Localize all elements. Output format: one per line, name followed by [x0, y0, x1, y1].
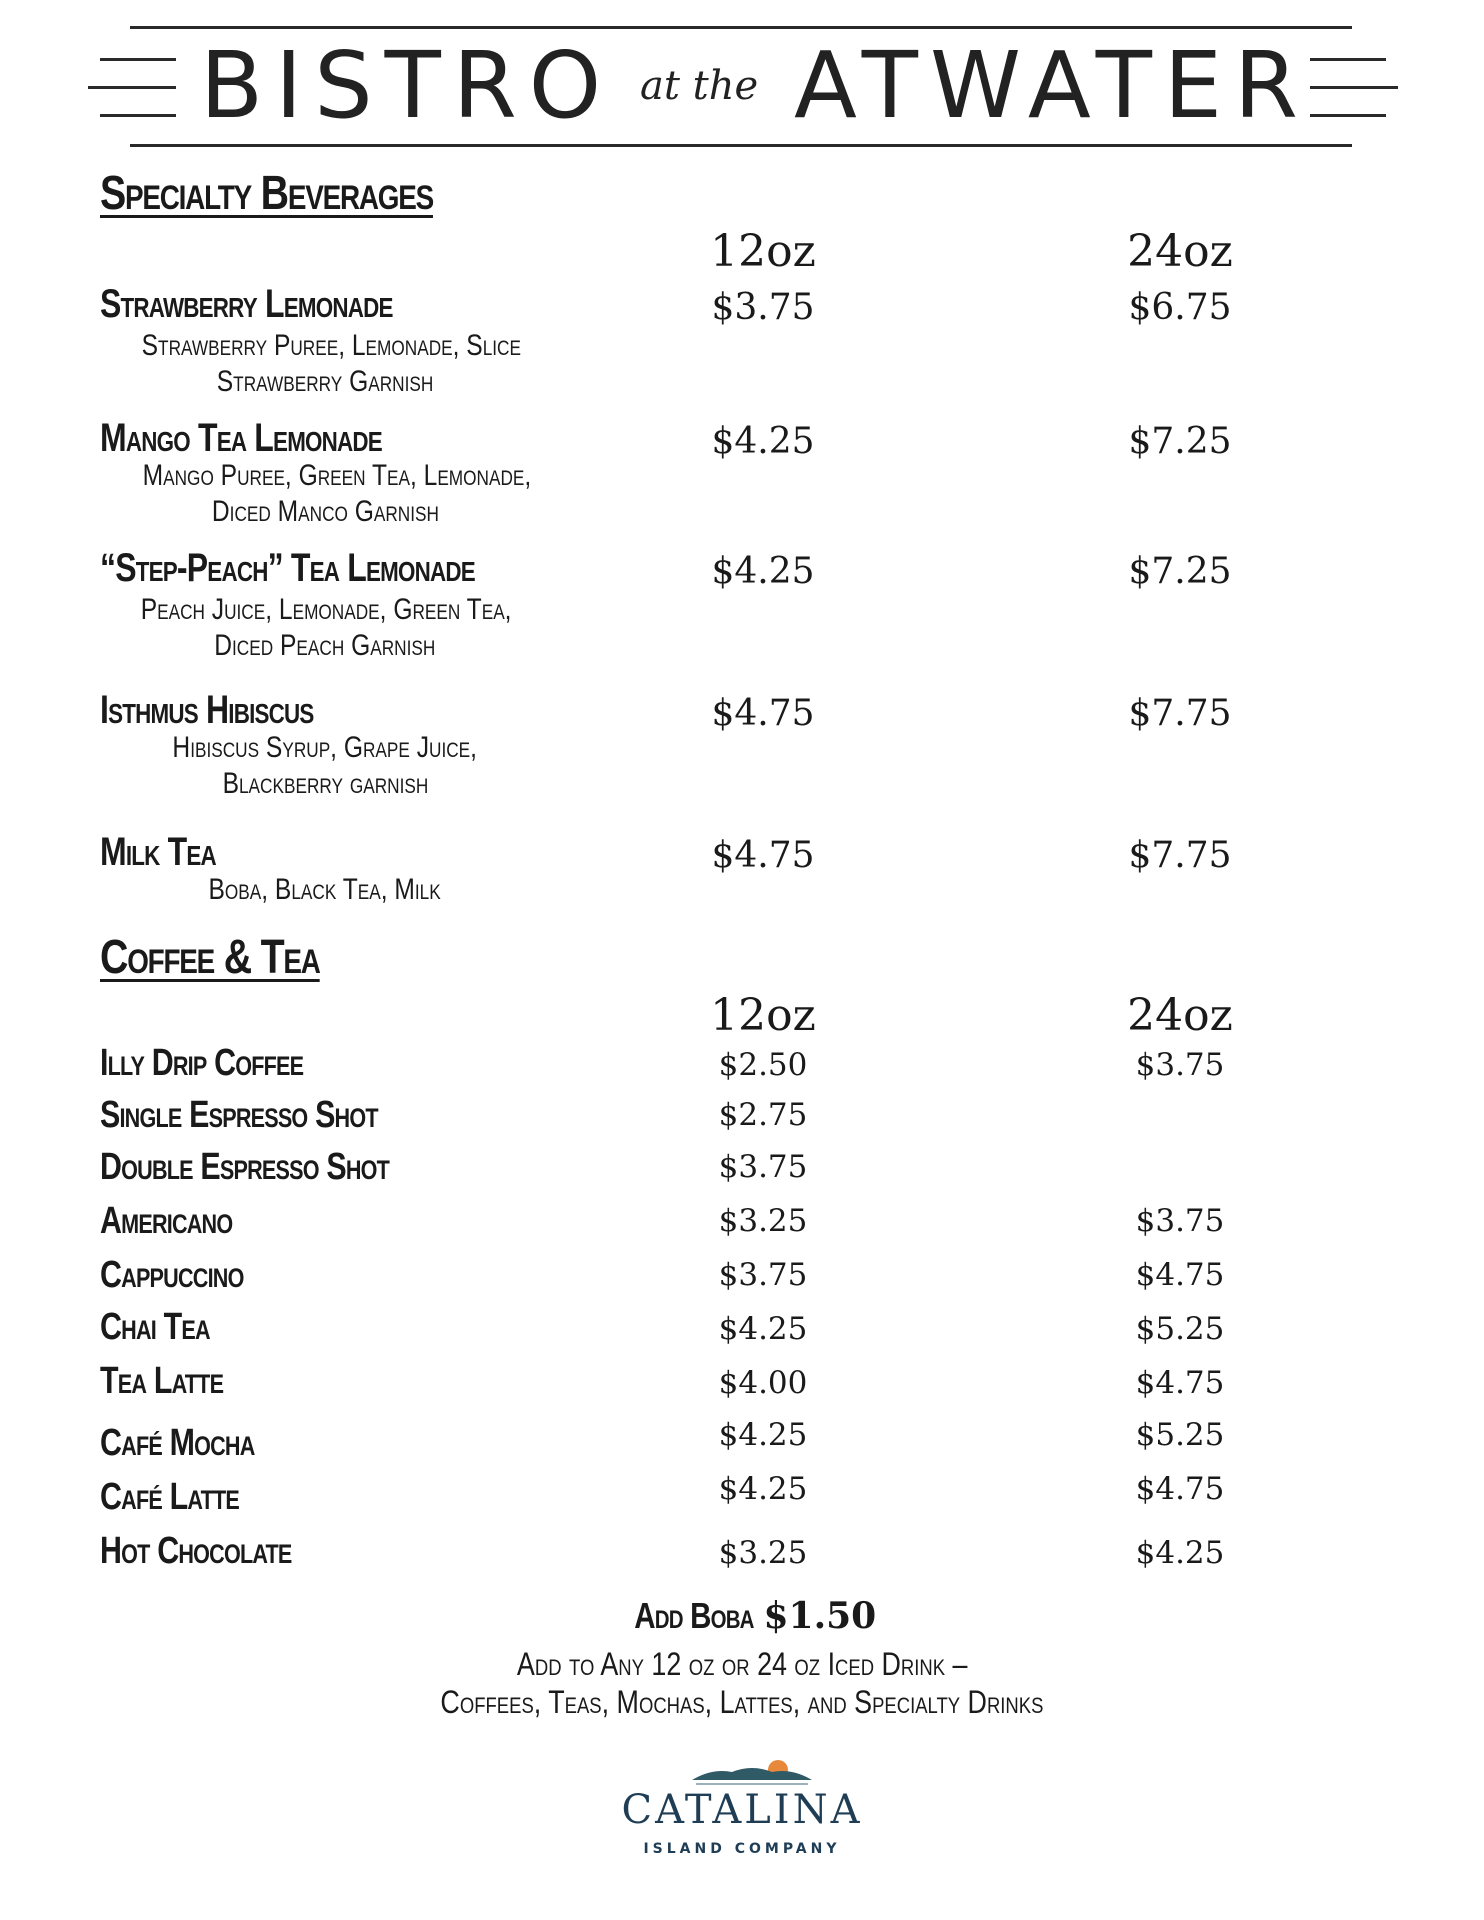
specialty-heading: Specialty Beverages: [100, 167, 433, 220]
item-description: [100, 730, 550, 802]
title-at-the: at the: [640, 63, 759, 109]
header-left-line-2: [88, 86, 176, 89]
note-text: Add to Any 12 oz or 24 oz Iced Drink –: [516, 1646, 968, 1682]
price-24oz: $5.25: [1135, 1311, 1225, 1347]
price-24oz: $4.75: [1135, 1257, 1225, 1293]
price-24oz: $4.75: [1135, 1365, 1225, 1401]
price-12oz: $4.25: [718, 1311, 808, 1347]
header-left-line-1: [100, 58, 176, 61]
price-12oz: $4.25: [718, 1417, 808, 1453]
title-atwater: ATWATER: [794, 32, 1310, 139]
add-boba-label: Add Boba: [634, 1595, 754, 1636]
price-12oz: $4.25: [711, 551, 815, 592]
item-isthmus-hibiscus: Isthmus Hibiscus: [100, 688, 314, 732]
item-chai-tea: Chai Tea: [100, 1306, 210, 1348]
header-right-line-2: [1310, 86, 1398, 89]
title-bistro: BISTRO: [200, 32, 614, 139]
item-cafe-latte: Café Latte: [100, 1476, 239, 1518]
header-top-rule: [130, 26, 1352, 29]
price-12oz: $4.25: [718, 1471, 808, 1507]
desc-line: Boba, Black Tea, Milk: [208, 873, 442, 906]
price-12oz: $3.75: [711, 287, 815, 328]
add-boba-line: [0, 1596, 1484, 1636]
price-24oz: $7.75: [1128, 693, 1232, 734]
price-12oz: $2.50: [718, 1047, 808, 1083]
island-sunset-icon: [692, 1750, 812, 1790]
item-americano: Americano: [100, 1200, 233, 1242]
item-cafe-mocha: Café Mocha: [100, 1422, 255, 1464]
add-boba-price: $1.50: [763, 1595, 877, 1637]
price-24oz: $5.25: [1135, 1417, 1225, 1453]
price-24oz: $4.25: [1135, 1535, 1225, 1571]
desc-line: Diced Peach Garnish: [214, 629, 436, 662]
specialty-size-24: 24oz: [1127, 226, 1233, 277]
desc-line: Strawberry Puree, Lemonade, Slice: [141, 329, 521, 362]
note-text: Coffees, Teas, Mochas, Lattes, and Specialty Drinks: [440, 1684, 1044, 1720]
desc-line: Mango Puree, Green Tea, Lemonade,: [142, 459, 532, 492]
item-cappuccino: Cappuccino: [100, 1254, 244, 1296]
price-24oz: $7.25: [1128, 551, 1232, 592]
specialty-size-12: 12oz: [710, 226, 816, 277]
price-24oz: $7.25: [1128, 421, 1232, 462]
price-24oz: $6.75: [1128, 287, 1232, 328]
desc-line: Blackberry garnish: [222, 767, 428, 800]
price-24oz: $3.75: [1135, 1047, 1225, 1083]
desc-line: Hibiscus Syrup, Grape Juice,: [172, 731, 478, 764]
desc-line: Diced Manco Garnish: [211, 495, 439, 528]
item-double-espresso-shot: Double Espresso Shot: [100, 1146, 390, 1188]
price-12oz: $4.75: [711, 835, 815, 876]
item-mango-tea-lemonade: Mango Tea Lemonade: [100, 416, 382, 460]
price-12oz: $2.75: [718, 1097, 808, 1133]
item-description: [100, 328, 550, 400]
price-12oz: $4.00: [718, 1365, 808, 1401]
catalina-logo-subtitle: ISLAND COMPANY: [643, 1841, 841, 1857]
desc-line: Strawberry Garnish: [216, 365, 434, 398]
item-description: [100, 458, 550, 530]
item-step-peach-tea-lemonade: “Step-Peach” Tea Lemonade: [100, 546, 475, 590]
item-single-espresso-shot: Single Espresso Shot: [100, 1094, 378, 1136]
catalina-logo-text: CATALINA: [621, 1787, 863, 1833]
price-24oz: $3.75: [1135, 1203, 1225, 1239]
price-24oz: $7.75: [1128, 835, 1232, 876]
desc-line: Peach Juice, Lemonade, Green Tea,: [140, 593, 512, 626]
header-left-line-3: [100, 114, 176, 117]
item-illy-drip-coffee: Illy Drip Coffee: [100, 1042, 304, 1084]
price-12oz: $3.25: [718, 1203, 808, 1239]
price-12oz: $4.75: [711, 693, 815, 734]
price-12oz: $3.25: [718, 1535, 808, 1571]
item-milk-tea: Milk Tea: [100, 830, 216, 874]
coffee-size-24: 24oz: [1127, 990, 1233, 1041]
item-description: [100, 872, 550, 908]
coffee-size-12: 12oz: [710, 990, 816, 1041]
boba-note-1: [0, 1646, 1484, 1682]
price-12oz: $3.75: [718, 1257, 808, 1293]
price-24oz: $4.75: [1135, 1471, 1225, 1507]
coffee-heading: Coffee & Tea: [100, 931, 320, 984]
price-12oz: $4.25: [711, 421, 815, 462]
boba-note-2: [0, 1684, 1484, 1720]
item-strawberry-lemonade: Strawberry Lemonade: [100, 282, 393, 326]
item-hot-chocolate: Hot Chocolate: [100, 1530, 292, 1572]
header-right-line-3: [1310, 114, 1386, 117]
price-12oz: $3.75: [718, 1149, 808, 1185]
item-description: [100, 592, 550, 664]
header-right-line-1: [1310, 58, 1386, 61]
header-bottom-rule: [130, 144, 1352, 147]
item-tea-latte: Tea Latte: [100, 1360, 224, 1402]
